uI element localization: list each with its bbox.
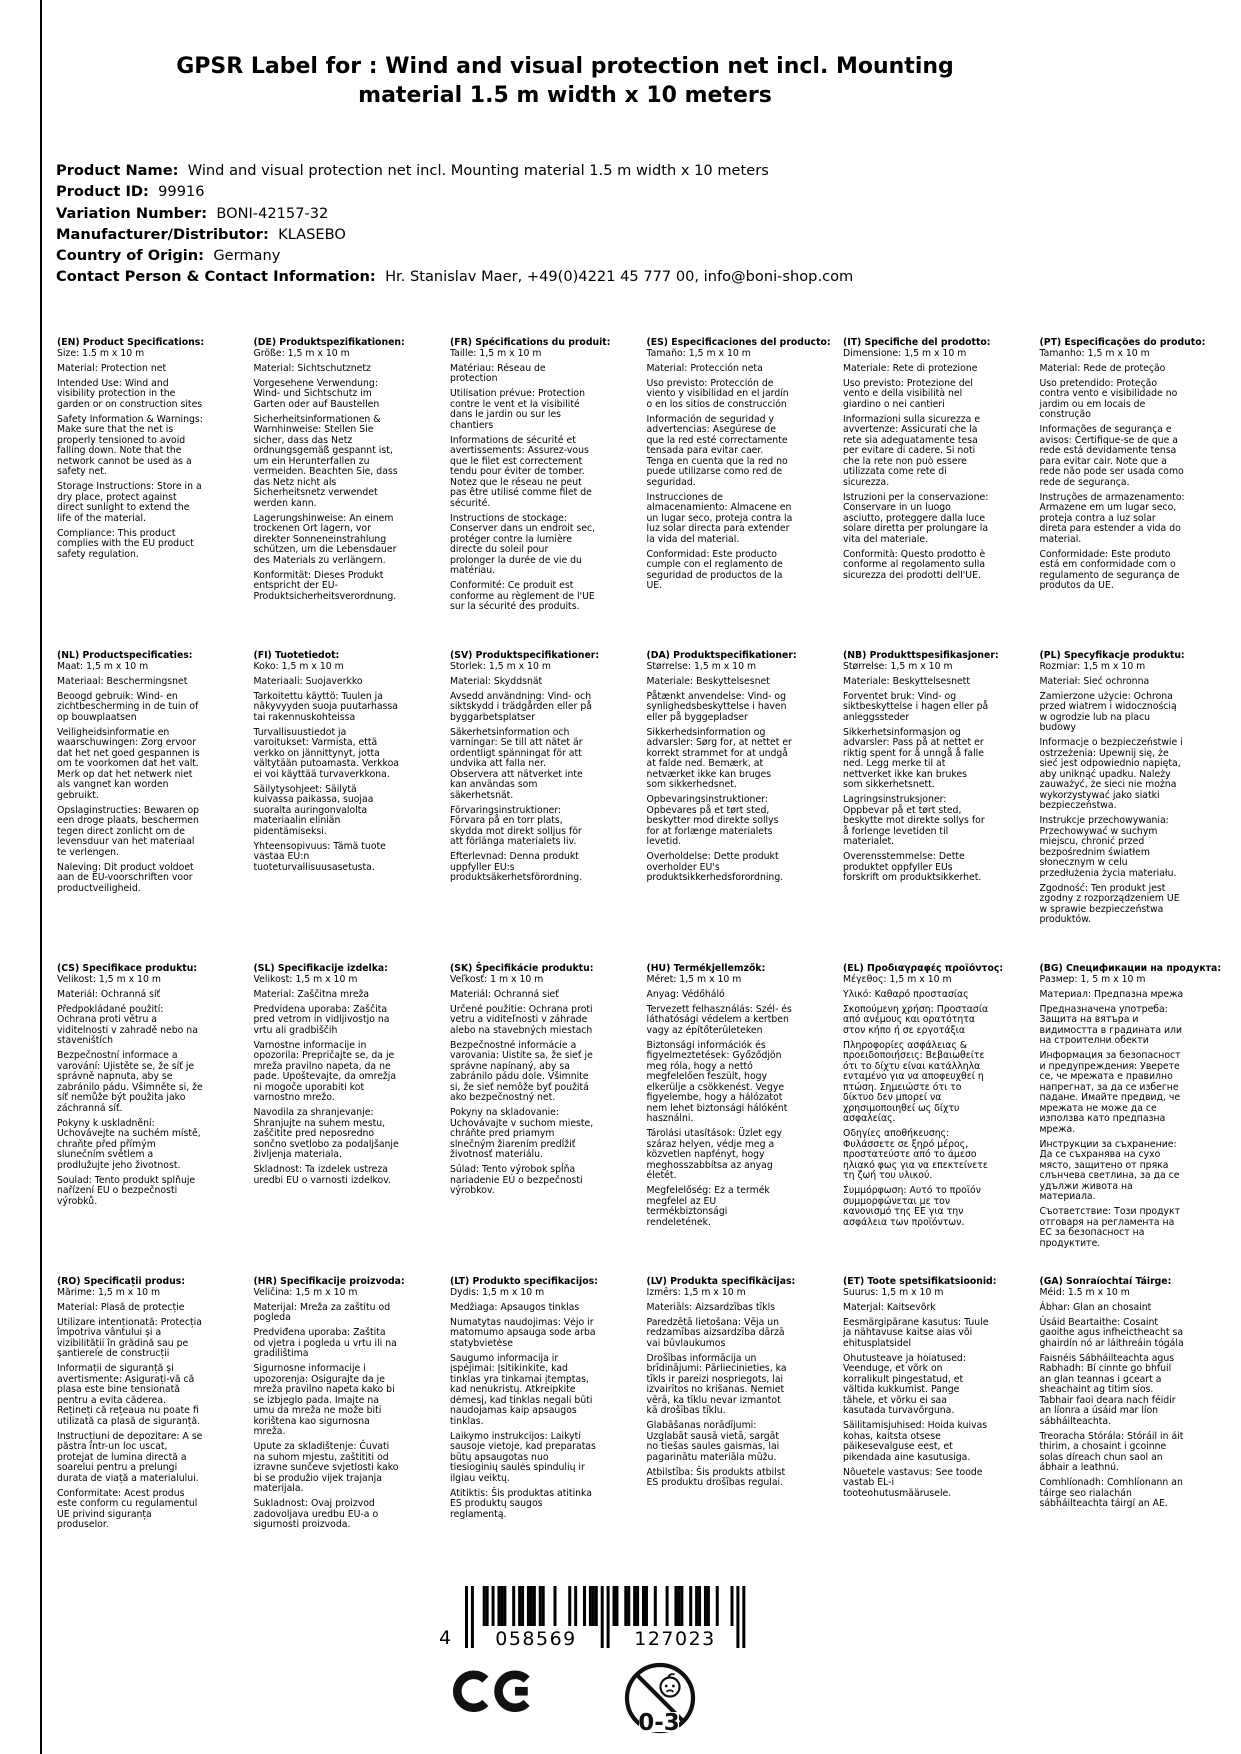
- compliance-icons-row: [0, 1660, 1241, 1750]
- spec-paragraph: Säilytysohjeet: Säilytä kuivassa paikassa, suojaa suoralta auringonvalolta materiaalin eliniän pidentämiseksi.: [253, 783, 374, 837]
- spec-paragraph: Materiał: Sieć ochronna: [1039, 675, 1150, 687]
- spec-paragraph: Informazioni sulla sicurezza e avvertenze: Assicurati che la rete sia adeguatamente tesa per evitare di cadere. Si noti che la rete non può essere utilizzata come rete di sicurezza.: [843, 413, 981, 488]
- lang-block-fi: [254, 651, 400, 964]
- spec-paragraph: Paredzētā lietošana: Vēja un redzamības aizsardzība dārzā vai būvlaukumos: [646, 1316, 785, 1349]
- spec-paragraph: Nõuetele vastavus: See toode vastab EL-i tooteohutusmäärusele.: [843, 1466, 983, 1499]
- spec-heading: (SK) Špecifikácie produktu:: [450, 963, 594, 974]
- product-name-row: [56, 160, 853, 181]
- spec-paragraph: Glabāšanas norādījumi: Uzglabāt sausā vietā, sargāt no tiešas saules gaismas, lai pagarinātu materiāla mūžu.: [646, 1420, 780, 1463]
- spec-paragraph: Saugumo informacija ir įspėjimai: Įsitikinkite, kad tinklas yra tinkamai įtemptas, kad nenukristų. Atkreipkite dėmesį, kad tinklas negali būti naudojamas kaip apsaugos tinklas.: [450, 1352, 593, 1427]
- spec-paragraph: Súlad: Tento výrobok spĺňa nariadenie EÚ o bezpečnosti výrobkov.: [450, 1164, 583, 1196]
- spec-size-line: Μέγεθος: 1,5 m x 10 m: [843, 973, 952, 985]
- spec-heading: (EN) Product Specifications:: [57, 337, 205, 348]
- spec-paragraph: Tervezett felhasználás: Szél- és láthatósági védelem a kertben vagy az építőterületeken: [646, 1003, 792, 1036]
- lang-block-sl: [254, 964, 400, 1277]
- spec-paragraph: Safety Information & Warnings: Make sure that the net is properly tensioned to avoid falling down. Note that the network cannot be used as a safety net.: [57, 413, 203, 477]
- spec-paragraph: Sigurnosne informacije i upozorenja: Osigurajte da je mreža pravilno napeta kako bi se izbjeglo pada. Imajte na umu da mreža ne može biti korištena kao sigurnosna mreža.: [253, 1363, 395, 1437]
- spec-paragraphs: [254, 1303, 400, 1531]
- spec-paragraphs: [450, 990, 596, 1197]
- spec-paragraph: Sikkerhedsinformation og advarsler: Sørg for, at nettet er korrekt strammet for at undgå at falde ned. Bemærk, at netværket ikke kan bruges som sikkerhedsnet.: [646, 726, 792, 790]
- lang-block-hu: [647, 964, 793, 1277]
- spec-paragraphs: [647, 1303, 793, 1489]
- spec-size-line: Размер: 1, 5 m x 10 m: [1039, 973, 1146, 985]
- spec-heading: (LT) Produkto specifikacijos:: [450, 1276, 598, 1287]
- spec-paragraph: Σκοπούμενη χρήση: Προστασία από ανέμους και ορατότητα στον κήπο ή σε εργοτάξια: [843, 1003, 989, 1036]
- spec-size-line: Størrelse: 1,5 m x 10 m: [646, 660, 757, 672]
- spec-paragraph: Yhteensopivuus: Tämä tuote vastaa EU:n tuoteturvallisuusasetusta.: [253, 840, 386, 873]
- spec-paragraph: Conformité: Ce produit est conforme au règlement de l'UE sur la sécurité des produits.: [450, 580, 595, 612]
- page-edge-line: [40, 0, 42, 1754]
- spec-paragraph: Upute za skladištenje: Čuvati na suhom mjestu, zaštititi od izravne sunčeve svjetlosti kako bi se produžio vijek trajanja materijala.: [253, 1441, 399, 1494]
- spec-paragraph: Predviđena uporaba: Zaštita od vjetra i pogleda u vrtu ili na gradilištima: [253, 1327, 397, 1359]
- spec-paragraph: Materiaal: Beschermingsnet: [57, 675, 188, 687]
- spec-paragraph: Utilisation prévue: Protection contre le vent et la visibilité dans le jardin ou sur les chantiers: [450, 388, 585, 431]
- spec-paragraph: Συμμόρφωση: Αυτό το προϊόν συμμορφώνεται με τον κανονισμό της ΕΕ για την ασφάλεια των προϊόντων.: [843, 1185, 981, 1228]
- spec-heading: (FI) Tuotetiedot:: [253, 650, 340, 661]
- spec-paragraphs: [57, 990, 203, 1208]
- spec-paragraph: Predvidena uporaba: Zaščita pred vetrom in vidljivostjo na vrtu ali gradbiščih: [253, 1003, 390, 1036]
- spec-paragraph: Soulad: Tento produkt splňuje nařízení EU o bezpečnosti výrobků.: [57, 1174, 196, 1207]
- spec-paragraphs: [647, 364, 793, 592]
- spec-paragraphs: [254, 677, 400, 874]
- lang-block-sv: [450, 650, 600, 964]
- age-warning-text: 0-3: [638, 1710, 680, 1736]
- spec-paragraph: Conformitate: Acest produs este conform cu regulamentul UE privind siguranța produselor.: [57, 1487, 198, 1530]
- lang-block-fr: [450, 337, 611, 651]
- spec-paragraph: Předpokládané použití: Ochrana proti větru a viditelnosti v zahradě nebo na staveništích: [57, 1003, 198, 1046]
- spec-paragraph: Материал: Предпазна мрежа: [1039, 988, 1184, 1000]
- manufacturer-label: Manufacturer/Distributor:: [56, 225, 269, 243]
- spec-paragraph: Material: Rede de proteção: [1039, 362, 1166, 374]
- spec-paragraph: Comhlíonadh: Comhlíonann an táirge seo rialachán sábháilteachta táirgí an AE.: [1039, 1477, 1183, 1509]
- spec-heading: (LV) Produkta specifikācijas:: [646, 1276, 796, 1287]
- barcode-right-digits: 127023: [634, 1628, 716, 1650]
- spec-paragraph: Forventet bruk: Vind- og siktbeskyttelse i hagen eller på anleggssteder: [843, 690, 989, 723]
- spec-paragraph: Съответствие: Този продукт отговаря на регламента на ЕС за безопасност на продуктите.: [1039, 1206, 1181, 1249]
- spec-size-line: Størrelse: 1,5 m x 10 m: [843, 660, 953, 672]
- spec-size-line: Tamaño: 1,5 m x 10 m: [646, 347, 751, 359]
- spec-paragraph: Informations de sécurité et avertissements: Assurez-vous que le filet est correctement tendu pour éviter de tomber. Notez que le réseau ne peut pas être utilisé comme filet de sécurité.: [450, 434, 592, 509]
- spec-paragraph: Storage Instructions: Store in a dry place, protect against direct sunlight to extend the life of the material.: [57, 481, 202, 524]
- spec-paragraph: Matériau: Réseau de protection: [450, 362, 546, 384]
- page-title: [35, 52, 1095, 110]
- barcode-left-digits: 058569: [495, 1628, 577, 1650]
- spec-heading: (PL) Specyfikacje produktu:: [1039, 650, 1185, 661]
- lang-block-it: [843, 338, 989, 651]
- lang-block-nb: [843, 650, 999, 964]
- spec-paragraph: Materiāls: Aizsardzības tīkls: [646, 1301, 776, 1313]
- spec-paragraphs: [647, 677, 793, 884]
- spec-paragraph: Overensstemmelse: Dette produktet oppfyller EUs forskrift om produktsikkerhet.: [843, 851, 982, 883]
- spec-paragraph: Instrucțiuni de depozitare: A se păstra într-un loc uscat, protejat de lumina directă a soarelui pentru a prelungi durata de viață a materialului.: [57, 1430, 203, 1484]
- product-id-row: [56, 181, 853, 202]
- spec-paragraph: Atitiktis: Šis produktas atitinka ES produktų saugos reglamentą.: [450, 1487, 592, 1520]
- lang-block-ro: [57, 1277, 203, 1531]
- spec-heading: (PT) Especificações do produto:: [1039, 337, 1206, 348]
- spec-paragraph: Vorgesehene Verwendung: Wind- und Sichtschutz im Garten oder auf Baustellen: [253, 377, 380, 410]
- language-grid: [57, 337, 1222, 1531]
- lang-block-hr: [253, 1276, 405, 1531]
- spec-size-line: Méid: 1.5 m x 10 m: [1039, 1286, 1130, 1298]
- spec-paragraph: Conformità: Questo prodotto è conforme al regolamento sulla sicurezza dei prodotti dell'UE.: [843, 548, 986, 581]
- spec-paragraph: Megfelelőség: Ez a termék megfelel az EU termékbiztonsági rendeletének.: [646, 1185, 770, 1228]
- spec-paragraph: Säkerhetsinformation och varningar: Se till att nätet är ordentligt spänningat för att undvika att falla ner. Observera att nätverket inte kan användas som säkerhetsnät.: [450, 726, 583, 801]
- spec-paragraph: Opslaginstructies: Bewaren op een droge plaats, beschermen tegen direct zonlicht om de levensduur van het materiaal te verlengen.: [57, 804, 200, 858]
- spec-paragraph: Instrukcje przechowywania: Przechowywać w suchym miejscu, chronić przed bezpośrednim światłem słonecznym w celu przedłużenia życia materiału.: [1039, 815, 1177, 879]
- product-name-label: Product Name:: [56, 162, 179, 179]
- spec-heading: (HR) Specifikacije proizvoda:: [253, 1276, 405, 1287]
- spec-paragraph: Информация за безопасност и предупреждения: Уверете се, че мрежата е правилно напрегнат, за да се избегне падане. Имайте предвид, че мрежата не може да се използва като предпазна мрежа.: [1039, 1050, 1181, 1135]
- spec-paragraphs: [647, 990, 793, 1229]
- lang-block-bg: [1039, 963, 1222, 1277]
- spec-paragraph: Overholdelse: Dette produkt overholder EU's produktsikkerhedsforordning.: [646, 851, 784, 883]
- spec-paragraph: Tárolási utasítások: Üzlet egy száraz helyen, védje meg a közvetlen napfényt, hogy meghosszabbítsa az anyag életét.: [646, 1128, 783, 1181]
- spec-paragraphs: [843, 1303, 989, 1500]
- lang-block-nl: [57, 651, 203, 964]
- spec-paragraph: Úsáid Beartaithe: Cosaint gaoithe agus infheictheacht sa ghairdín nó ar láithreáin tógála: [1039, 1316, 1184, 1349]
- spec-size-line: Storlek: 1,5 m x 10 m: [450, 660, 551, 672]
- spec-paragraph: Lagringsinstruksjoner: Oppbevar på et tørt sted, beskytte mot direkte sollys for å forlenge levetiden til materialet.: [843, 794, 985, 847]
- spec-size-line: Veličina: 1,5 m x 10 m: [253, 1286, 358, 1298]
- spec-paragraph: Materijal: Mreža za zaštitu od pogleda: [253, 1301, 391, 1323]
- spec-paragraph: Sicherheitsinformationen & Warnhinweise: Stellen Sie sicher, dass das Netz ordnungsgemäß gespannt ist, um ein Herunterfallen zu vermeiden. Beachten Sie, dass das Netz nicht als Sicherheitsnetz verwendet werden kann.: [253, 413, 398, 509]
- spec-paragraph: Eesmärgipärane kasutus: Tuule ja nähtavuse kaitse aias või ehitusplatsidel: [843, 1316, 989, 1349]
- lang-block-da: [646, 650, 797, 964]
- spec-heading: (ES) Especificaciones del producto:: [646, 337, 831, 348]
- age-warning-0-3-icon: [622, 1660, 698, 1736]
- lang-block-ga: [1040, 1277, 1186, 1531]
- spec-size-line: Tamanho: 1,5 m x 10 m: [1039, 347, 1150, 359]
- manufacturer-row: [56, 224, 853, 245]
- spec-paragraph: Sukladnost: Ovaj proizvod zadovoljava uredbu EU-a o sigurnosti proizvoda.: [253, 1498, 379, 1530]
- spec-paragraph: Förvaringsinstruktioner: Förvara på en torr plats, skydda mot direkt solljus för att förlänga materialets liv.: [450, 804, 582, 847]
- spec-paragraph: Uso previsto: Protección de viento y visibilidad en el jardín o en los sitios de construcción: [646, 377, 789, 410]
- spec-paragraph: Conformidade: Este produto está em conformidade com o regulamento de segurança de produtos da UE.: [1039, 548, 1180, 591]
- spec-paragraph: Numatytas naudojimas: Vėjo ir matomumo apsauga sode arba statybvietėse: [450, 1316, 596, 1349]
- spec-paragraphs: [450, 677, 596, 884]
- product-id-value: 99916: [158, 183, 205, 201]
- spec-paragraph: Påtænkt anvendelse: Vind- og synlighedsbeskyttelse i haven eller på byggepladser: [646, 690, 787, 723]
- spec-size-line: Dydis: 1,5 m x 10 m: [450, 1286, 545, 1298]
- spec-paragraph: Compliance: This product complies with the EU product safety regulation.: [57, 527, 194, 560]
- spec-paragraph: Informações de segurança e avisos: Certifique-se de que a rede está devidamente tensa para evitar cair. Note que a rede não pode ser usada como rede de segurança.: [1039, 424, 1184, 488]
- spec-heading: (DE) Produktspezifikationen:: [253, 337, 405, 348]
- page-title-text: GPSR Label for : Wind and visual protection net incl. Mounting material 1.5 m width x 10 meters: [176, 54, 954, 108]
- spec-paragraph: Πληροφορίες ασφάλειας & προειδοποιήσεις: Βεβαιωθείτε ότι το δίχτυ είναι κατάλληλα ενταμένο για να αποφευχθεί η πτώση. Σημειώστε ότι το δίκτυο δεν μπορεί να χρησιμοποιηθεί ως δίχτυ ασφαλείας.: [843, 1039, 985, 1124]
- lang-block-lv: [646, 1276, 796, 1531]
- spec-heading: (RO) Specificații produs:: [57, 1276, 186, 1287]
- spec-paragraphs: [254, 364, 400, 603]
- spec-paragraph: Material: Sichtschutznetz: [253, 362, 371, 374]
- spec-paragraph: Navodila za shranjevanje: Shranjujte na suhem mestu, zaščitite pred neposredno sončno svetlobo za podaljšanje življenja materiala.: [253, 1107, 399, 1160]
- spec-paragraph: Säilitamisjuhised: Hoida kuivas kohas, kaitsta otsese päikesevalguse eest, et pikendada aine kasutusiga.: [843, 1420, 988, 1463]
- spec-paragraph: Naleving: Dit product voldoet aan de EU-voorschriften voor productveiligheid.: [57, 861, 194, 894]
- spec-paragraph: Material: Zaščitna mreža: [253, 988, 370, 1000]
- spec-paragraph: Υλικό: Καθαρό προστασίας: [843, 988, 969, 1000]
- spec-paragraph: Οδηγίες αποθήκευσης: Φυλάσσετε σε ξηρό μέρος, προστατεύστε από το άμεσο ηλιακό φως για να επεκτείνετε τη ζωή του υλικού.: [843, 1128, 988, 1181]
- spec-paragraph: Instruções de armazenamento: Armazene em um lugar seco, proteja contra a luz solar direta para estender a vida do material.: [1039, 491, 1185, 545]
- spec-size-line: Size: 1.5 m x 10 m: [57, 347, 145, 359]
- spec-heading: (SV) Produktspecifikationer:: [450, 650, 600, 661]
- spec-paragraphs: [450, 1303, 596, 1521]
- spec-paragraph: Určené použitie: Ochrana proti vetru a viditeľnosti v záhrade alebo na stavebných miestach: [450, 1003, 593, 1036]
- spec-heading: (CS) Specifikace produktu:: [57, 963, 198, 974]
- spec-paragraph: Bezpečnostní informace a varování: Ujistěte se, že síť je správně napnuta, aby se zabránilo pádu. Všimněte si, že síť nemůže být použita jako záchranná síť.: [57, 1050, 203, 1114]
- spec-paragraph: Atbilstība: Šis produkts atbilst ES produktu drošības regulai.: [646, 1466, 786, 1488]
- lang-block-en: [57, 338, 203, 651]
- variation-number-row: [56, 203, 853, 224]
- spec-paragraph: Beoogd gebruik: Wind- en zichtbescherming in de tuin of op bouwplaatsen: [57, 690, 199, 723]
- country-of-origin-row: [56, 245, 853, 266]
- spec-paragraph: Materiale: Beskyttelsesnett: [843, 675, 970, 687]
- spec-paragraphs: [843, 364, 989, 582]
- spec-paragraphs: [57, 677, 203, 895]
- spec-paragraphs: [843, 677, 989, 884]
- spec-heading: (EL) Προδιαγραφές προϊόντος:: [843, 963, 1004, 974]
- spec-paragraph: Uso previsto: Protezione del vento e della visibilità nel giardino o nei cantieri: [843, 377, 973, 410]
- lang-block-lt: [450, 1277, 596, 1531]
- spec-paragraph: Avsedd användning: Vind- och siktskydd i trädgården eller på byggarbetsplatser: [450, 690, 592, 723]
- spec-paragraphs: [57, 1303, 203, 1531]
- spec-size-line: Mărime: 1,5 m x 10 m: [57, 1286, 161, 1298]
- spec-paragraph: Skladnost: Ta izdelek ustreza uredbi EU o varnosti izdelkov.: [253, 1164, 391, 1186]
- spec-paragraph: Предназначена употреба: Защита на вятъра и видимостта в градината или на строителни обекти: [1039, 1003, 1183, 1046]
- spec-paragraph: Intended Use: Wind and visibility protection in the garden or on construction sites: [57, 377, 203, 410]
- spec-paragraph: Pokyny k uskladnění: Uchovávejte na suchém místě, chraňte před přímým slunečním světlem a prodlužujte jeho životnost.: [57, 1117, 201, 1171]
- spec-heading: (FR) Spécifications du produit:: [450, 337, 611, 348]
- spec-heading: (DA) Produktspecifikationer:: [646, 650, 797, 661]
- spec-paragraph: Uso pretendido: Proteção contra vento e visibilidade no jardim ou em locais de construção: [1039, 377, 1178, 420]
- spec-paragraph: Ohutusteave ja hoiatused: Veenduge, et võrk on korralikult pingestatud, et vältida kukkumist. Pange tähele, et võrku ei saa kasutada turvavõrguna.: [843, 1352, 966, 1416]
- spec-paragraph: Инструкции за съхранение: Да се съхранява на сухо място, защитено от пряка слънчева светлина, за да се удължи живота на материала.: [1039, 1138, 1180, 1202]
- contact-label: Contact Person & Contact Information:: [56, 268, 376, 286]
- product-id-label: Product ID:: [56, 183, 149, 201]
- spec-paragraph: Utilizare intenționată: Protecția împotriva vântului și a vizibilității în grădină sau pe șantierele de construcții: [57, 1316, 202, 1359]
- spec-paragraph: Ábhar: Glan an chosaint: [1039, 1301, 1152, 1313]
- spec-paragraph: Varnostne informacije in opozorila: Prepričajte se, da je mreža pravilno napeta, da ne pade. Upoštevajte, da omrežja ni mogoče uporabiti kot varnostno mrežo.: [253, 1039, 397, 1103]
- spec-size-line: Dimensione: 1,5 m x 10 m: [843, 347, 967, 359]
- spec-heading: (HU) Termékjellemzők:: [646, 963, 766, 974]
- spec-paragraph: Información de seguridad y advertencias: Asegúrese de que la red esté correctamente tensada para evitar caer. Tenga en cuenta que la red no puede utilizarse como red de seguridad.: [646, 413, 788, 488]
- spec-paragraph: Bezpečnostné informácie a varovania: Uistite sa, že sieť je správne napínaný, aby sa zabránilo pádu dole. Všimnite si, že sieť nemôže byť použitá ako bezpečnostný net.: [450, 1039, 593, 1103]
- lang-block-es: [646, 337, 831, 651]
- spec-paragraph: Lagerungshinweise: An einem trockenen Ort lagern, vor direkter Sonneneinstrahlung schützen, um die Lebensdauer des Materials zu verlängern.: [253, 512, 397, 566]
- spec-paragraphs: [57, 364, 203, 561]
- spec-size-line: Rozmiar: 1,5 m x 10 m: [1039, 660, 1146, 672]
- spec-size-line: Izmērs: 1,5 m x 10 m: [646, 1286, 746, 1298]
- lang-block-sk: [450, 964, 596, 1277]
- spec-size-line: Velikost: 1,5 m x 10 m: [57, 973, 161, 985]
- spec-paragraph: Materiale: Beskyttelsesnet: [646, 675, 770, 687]
- spec-size-line: Veľkosť: 1 m x 10 m: [450, 973, 544, 985]
- lang-block-et: [843, 1276, 997, 1531]
- spec-paragraph: Treoracha Stórála: Stóráil in áit thirim, a chosaint i gcoinne solas díreach chun saol an ábhair a leathnú.: [1039, 1430, 1184, 1473]
- spec-paragraph: Tarkoitettu käyttö: Tuulen ja näkyvyyden suoja puutarhassa tai rakennuskohteissa: [253, 690, 398, 723]
- spec-paragraph: Biztonsági információk és figyelmeztetések: Győződjön meg róla, hogy a nettó megfelelően feszült, hogy elkerülje a csökkenést. Vegye figyelembe, hogy a hálózatot nem lehet biztonsági hálóként használni.: [646, 1039, 788, 1124]
- spec-paragraphs: [254, 990, 400, 1187]
- spec-paragraph: Material: Protection net: [57, 362, 167, 374]
- spec-paragraphs: [1040, 990, 1186, 1250]
- spec-size-line: Méret: 1,5 m x 10 m: [646, 973, 742, 985]
- spec-heading: (BG) Спецификации на продукта:: [1039, 963, 1222, 974]
- spec-paragraph: Zamierzone użycie: Ochrona przed wiatrem i widocznością w ogrodzie lub na placu budowy: [1039, 690, 1177, 733]
- product-info: [56, 160, 853, 288]
- country-of-origin-value: Germany: [213, 247, 281, 265]
- spec-paragraphs: [450, 364, 596, 613]
- spec-paragraph: Instructions de stockage: Conserver dans un endroit sec, protéger contre la lumière directe du soleil pour prolonger la durée de vie du matériau.: [450, 512, 596, 576]
- lang-block-cs: [57, 964, 203, 1277]
- spec-paragraph: Zgodność: Ten produkt jest zgodny z rozporządzeniem UE w sprawie bezpieczeństwa produktów.: [1039, 882, 1180, 925]
- contact-value: Hr. Stanislav Maer, +49(0)4221 45 777 00, info@boni-shop.com: [385, 268, 854, 286]
- spec-paragraph: Laikymo instrukcijos: Laikyti sausoje vietoje, kad preparatas būtų apsaugotas nuo tiesioginių saulės spindulių ir ilgiau veiktų.: [450, 1430, 596, 1484]
- spec-paragraph: Efterlevnad: Denna produkt uppfyller EU:s produktsäkerhetsförordning.: [450, 851, 583, 883]
- spec-paragraphs: [1040, 1303, 1186, 1510]
- variation-number-value: BONI-42157-32: [216, 204, 329, 222]
- spec-size-line: Maat: 1,5 m x 10 m: [57, 660, 149, 672]
- manufacturer-value: KLASEBO: [278, 225, 346, 243]
- spec-paragraph: Veiligheidsinformatie en waarschuwingen: Zorg ervoor dat het net goed gespannen is om te voorkomen dat het valt. Merk op dat het netwerk niet als vangnet kan worden gebruikt.: [57, 726, 200, 801]
- variation-number-label: Variation Number:: [56, 204, 208, 222]
- spec-paragraph: Material: Plasă de protecție: [57, 1301, 185, 1313]
- spec-paragraph: Material: Protección neta: [646, 362, 763, 374]
- spec-paragraph: Materiál: Ochranná sieť: [450, 988, 559, 1000]
- spec-paragraph: Turvallisuustiedot ja varoitukset: Varmista, että verkko on jännittynyt, jotta vältytään putoamasta. Verkkoa ei voi käyttää turvaverkkona.: [253, 726, 399, 780]
- spec-size-line: Velikost: 1,5 m x 10 m: [253, 973, 358, 985]
- spec-paragraph: Konformität: Dieses Produkt entspricht der EU-Produktsicherheitsverordnung.: [253, 569, 397, 602]
- spec-paragraph: Sikkerhetsinformasjon og advarsler: Pass på at nettet er riktig spent for å unngå å falle ned. Legg merke til at nettverket ikke kan brukes som sikkerhetsnett.: [843, 726, 984, 790]
- spec-heading: (IT) Specifiche del prodotto:: [843, 337, 991, 348]
- ean13-barcode: [439, 1586, 746, 1652]
- spec-paragraph: Materiaali: Suojaverkko: [253, 675, 363, 687]
- lang-block-de: [253, 337, 405, 651]
- barcode-lead-digit: 4: [439, 1627, 453, 1649]
- spec-heading: (GA) Sonraíochtaí Táirge:: [1039, 1276, 1172, 1287]
- spec-paragraphs: [843, 990, 989, 1229]
- lang-block-pl: [1040, 651, 1186, 964]
- spec-paragraph: Materiale: Rete di protezione: [843, 362, 978, 374]
- spec-heading: (NB) Produkttspesifikasjoner:: [843, 650, 999, 661]
- spec-paragraph: Material: Skyddsnät: [450, 675, 543, 687]
- spec-paragraph: Informații de siguranță și avertismente: Asigurați-vă că plasa este bine tensionată pentru a evita căderea. Rețineți că rețeaua nu poate fi utilizată ca plasă de siguranță.: [57, 1363, 201, 1427]
- ce-mark-icon: [452, 1668, 536, 1716]
- spec-paragraph: Pokyny na skladovanie: Uchovávajte v suchom mieste, chráňte pred priamym slnečným žiarením predĺžiť životnosť materiálu.: [450, 1107, 594, 1160]
- spec-paragraphs: [1040, 677, 1186, 926]
- spec-paragraph: Drošības informācija un brīdinājumi: Pārliecinieties, ka tīkls ir pareizi nospriegots, lai izvairītos no krišanas. Ņemiet vērā, ka tīklu nevar izmantot kā drošības tīklu.: [646, 1352, 787, 1416]
- spec-size-line: Größe: 1,5 m x 10 m: [253, 347, 350, 359]
- spec-heading: (SL) Specifikacije izdelka:: [253, 963, 388, 974]
- spec-paragraph: Medžiaga: Apsaugos tinklas: [450, 1301, 580, 1313]
- spec-heading: (NL) Productspecificaties:: [57, 650, 193, 661]
- spec-paragraph: Opbevaringsinstruktioner: Opbevares på et tørt sted, beskytter mod direkte sollys for at forlænge materialets levetid.: [646, 794, 779, 847]
- spec-heading: (ET) Toote spetsifikatsioonid:: [843, 1276, 997, 1287]
- spec-paragraph: Informacje o bezpieczeństwie i ostrzeżenia: Upewnij się, że sieć jest odpowiednio napięta, aby uniknąć upadku. Należy zauważyć, że sieci nie można wykorzystywać jako siatki bezpieczeństwa.: [1039, 737, 1183, 811]
- spec-paragraph: Conformidad: Este producto cumple con el reglamento de seguridad de productos de la UE.: [646, 548, 783, 591]
- spec-paragraph: Instrucciones de almacenamiento: Almacene en un lugar seco, proteja contra la luz solar directa para extender la vida del material.: [646, 491, 793, 545]
- country-of-origin-label: Country of Origin:: [56, 247, 205, 265]
- contact-row: [56, 266, 853, 287]
- spec-paragraph: Materjal: Kaitsevõrk: [843, 1301, 936, 1313]
- product-name-value: Wind and visual protection net incl. Mounting material 1.5 m width x 10 meters: [187, 162, 769, 179]
- spec-paragraph: Faisnéis Sábháilteachta agus Rabhadh: Bí cinnte go bhfuil an glan teannas i gceart a sheachaint ag titim síos. Tabhair faoi deara nach féidir an líonra a úsáid mar líon sábháilteachta.: [1039, 1352, 1176, 1427]
- spec-size-line: Suurus: 1,5 m x 10 m: [843, 1286, 944, 1298]
- spec-paragraph: Istruzioni per la conservazione: Conservare in un luogo asciutto, proteggere dalla luce solare diretta per prolungare la vita del materiale.: [843, 491, 989, 545]
- lang-block-el: [843, 963, 1004, 1277]
- spec-size-line: Koko: 1,5 m x 10 m: [253, 660, 344, 672]
- spec-paragraph: Anyag: Védőháló: [646, 988, 725, 1000]
- lang-block-pt: [1039, 337, 1206, 651]
- spec-size-line: Taille: 1,5 m x 10 m: [450, 347, 542, 359]
- spec-paragraphs: [1040, 364, 1186, 592]
- spec-paragraph: Materiál: Ochranná síť: [57, 988, 161, 1000]
